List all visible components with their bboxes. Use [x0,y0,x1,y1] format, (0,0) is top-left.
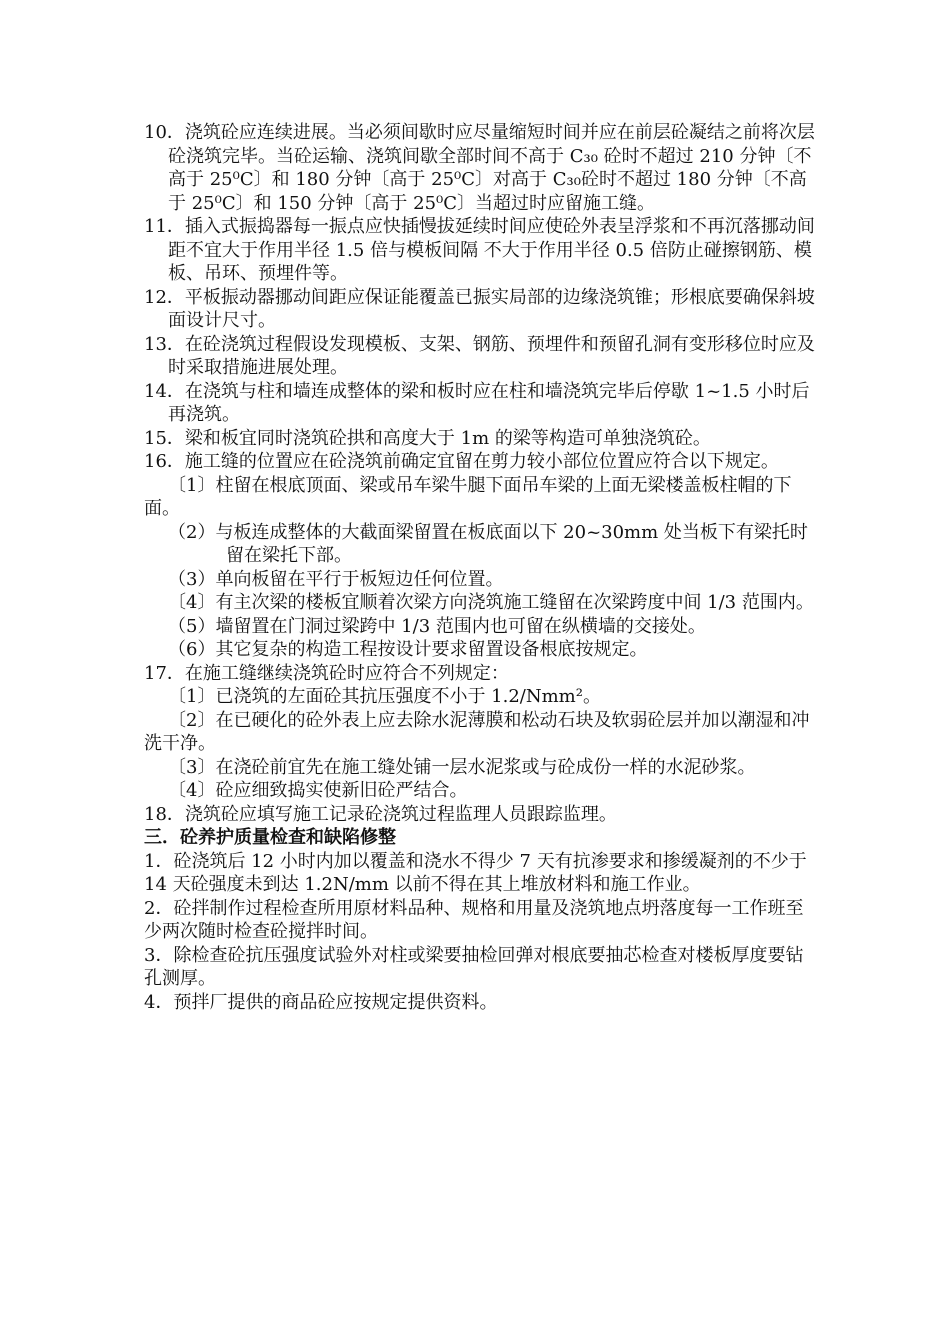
clause-17-sub-2: 〔2〕在已硬化的砼外表上应去除水泥薄膜和松动石块及软弱砼层并加以潮湿和冲洗干净。 [144,709,810,754]
clause-16-sub-6: （6）其它复杂的构造工程按设计要求留置设备根底按规定。 [168,639,648,660]
section-3-item-1: 1．砼浇筑后 12 小时内加以覆盖和浇水不得少 7 天有抗渗要求和掺缓凝剂的不少于 14 天砼强度未到达 1.2N/mm 以前不得在其上堆放材料和施工作业。 [144,850,807,895]
clause-18: 18．浇筑砼应填写施工记录砼浇筑过程监理人员跟踪监理。 [144,803,617,825]
clause-16-sub-1: 〔1〕柱留在根底顶面、梁或吊车梁牛腿下面吊车梁的上面无梁楼盖板柱帽的下面。 [144,474,792,519]
clause-17: 17．在施工缝继续浇筑砼时应符合不列规定： [144,662,509,684]
clause-16-sub-4: 〔4〕有主次梁的楼板宜顺着次梁方向浇筑施工缝留在次梁跨度中间 1/3 范围内。 [168,592,814,613]
document-body [144,121,816,1014]
section-3-item-4: 4．预拌厂提供的商品砼应按规定提供资料。 [144,991,498,1013]
clause-10: 10．浇筑砼应连续进展。当必须间歇时应尽量缩短时间并应在前层砼凝结之前将次层砼浇筑完毕。当砼运输、浇筑间歇全部时间不高于 C₃₀ 砼时不超过 210 分钟〔不高于 25⁰C〕和 180 分钟〔高于 25⁰C〕对高于 C₃₀砼时不超过 180 分钟〔不高于 25⁰C〕和 150 分钟〔高于 25⁰C〕当超过时应留施工缝。 [144,122,815,214]
clause-14: 14．在浇筑与柱和墙连成整体的梁和板时应在柱和墙浇筑完毕后停歇 1~1.5 小时后再浇筑。 [144,380,810,425]
clause-17-sub-4: 〔4〕砼应细致捣实使新旧砼严结合。 [168,780,468,801]
section-heading-3: 三．砼养护质量检查和缺陷修整 [144,827,396,848]
clause-17-sub-3: 〔3〕在浇砼前宜先在施工缝处铺一层水泥浆或与砼成份一样的水泥砂浆。 [168,756,756,778]
clause-16-sub-5: （5）墙留置在门洞过梁跨中 1/3 范围内也可留在纵横墙的交接处。 [168,615,706,637]
section-3-item-2: 2．砼拌制作过程检查所用原材料品种、规格和用量及浇筑地点坍落度每一工作班至少两次随时检查砼搅拌时间。 [144,897,804,942]
clause-13: 13．在砼浇筑过程假设发现模板、支架、钢筋、预埋件和预留孔洞有变形移位时应及时采取措施进展处理。 [144,333,815,378]
clause-17-sub-1: 〔1〕已浇筑的左面砼其抗压强度不小于 1.2/Nmm²。 [168,686,601,707]
section-3-item-3: 3．除检查砼抗压强度试验外对柱或梁要抽检回弹对根底要抽芯检查对楼板厚度要钻孔测厚。 [144,944,804,989]
clause-16: 16．施工缝的位置应在砼浇筑前确定宜留在剪力较小部位位置应符合以下规定。 [144,451,779,472]
clause-15: 15．梁和板宜同时浇筑砼拱和高度大于 1m 的梁等构造可单独浇筑砼。 [144,427,711,449]
clause-11: 11．插入式振捣器每一振点应快插慢拔延续时间应使砼外表呈浮浆和不再沉落挪动间距不宜大于作用半径 1.5 倍与模板间隔 不大于作用半径 0.5 倍防止碰擦钢筋、模板、吊环、预埋件等。 [144,216,815,284]
clause-16-sub-2: （2）与板连成整体的大截面梁留置在板底面以下 20~30mm 处当板下有梁托时留在梁托下部。 [168,521,808,566]
clause-12: 12．平板振动器挪动间距应保证能覆盖已振实局部的边缘浇筑锥；形根底要确保斜坡面设计尺寸。 [144,286,815,331]
clause-16-sub-3: （3）单向板留在平行于板短边任何位置。 [168,568,504,590]
